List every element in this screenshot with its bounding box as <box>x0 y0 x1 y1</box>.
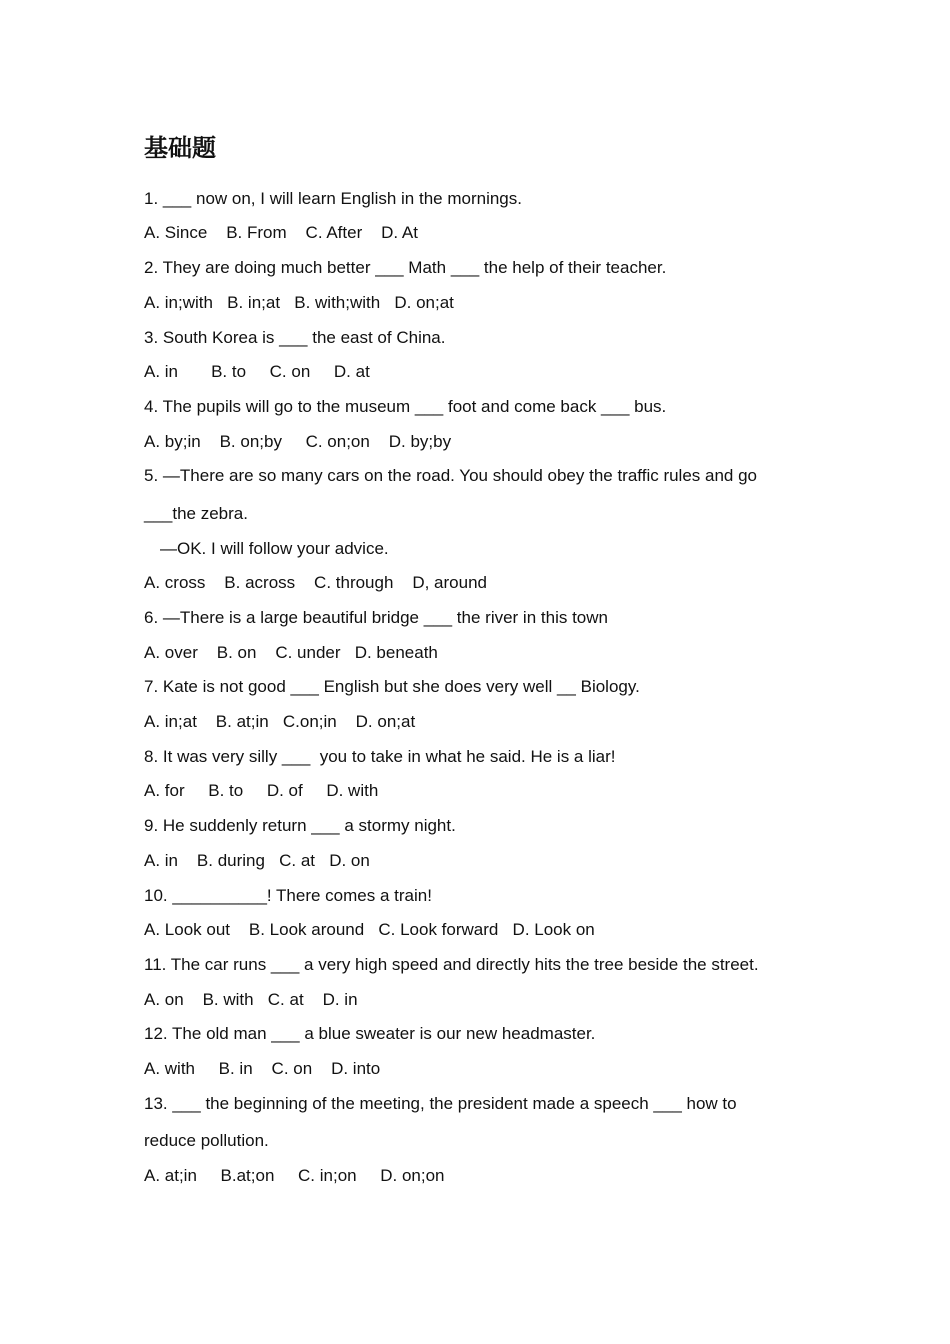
question-5: 5. —There are so many cars on the road. You should obey the traffic rules and go <box>144 466 758 485</box>
options-2: A. in;with B. in;at B. with;with D. on;at <box>144 293 454 312</box>
options-7: A. in;at B. at;in C.on;in D. on;at <box>144 712 416 731</box>
question-11: 11. The car runs ___ a very high speed and directly hits the tree beside the street. <box>144 955 759 974</box>
question-4: 4. The pupils will go to the museum ___ foot and come back ___ bus. <box>144 397 667 416</box>
options-1: A. Since B. From C. After D. At <box>144 223 418 242</box>
page-title: 基础题 <box>144 134 216 162</box>
question-12: 12. The old man ___ a blue sweater is our new headmaster. <box>144 1024 596 1043</box>
options-5: A. cross B. across C. through D, around <box>144 573 487 592</box>
question-5-cont: ___the zebra. <box>144 504 248 523</box>
options-6: A. over B. on C. under D. beneath <box>144 643 438 662</box>
question-8: 8. It was very silly ___ you to take in what he said. He is a liar! <box>144 747 616 766</box>
question-13: 13. ___ the beginning of the meeting, the president made a speech ___ how to <box>144 1094 737 1113</box>
question-2: 2. They are doing much better ___ Math ___ the help of their teacher. <box>144 258 667 277</box>
question-3: 3. South Korea is ___ the east of China. <box>144 328 446 347</box>
question-9: 9. He suddenly return ___ a stormy night. <box>144 816 456 835</box>
options-10: A. Look out B. Look around C. Look forward D. Look on <box>144 920 595 939</box>
options-13: A. at;in B.at;on C. in;on D. on;on <box>144 1166 445 1185</box>
options-8: A. for B. to D. of D. with <box>144 781 379 800</box>
question-7: 7. Kate is not good ___ English but she does very well __ Biology. <box>144 677 640 696</box>
question-6: 6. —There is a large beautiful bridge ___ the river in this town <box>144 608 608 627</box>
question-10: 10. __________! There comes a train! <box>144 886 432 905</box>
question-5-reply: —OK. I will follow your advice. <box>160 539 389 558</box>
options-4: A. by;in B. on;by C. on;on D. by;by <box>144 432 452 451</box>
question-1: 1. ___ now on, I will learn English in the mornings. <box>144 189 522 208</box>
options-9: A. in B. during C. at D. on <box>144 851 370 870</box>
options-3: A. in B. to C. on D. at <box>144 362 370 381</box>
question-13-cont: reduce pollution. <box>144 1131 269 1150</box>
options-12: A. with B. in C. on D. into <box>144 1059 381 1078</box>
options-11: A. on B. with C. at D. in <box>144 990 358 1009</box>
